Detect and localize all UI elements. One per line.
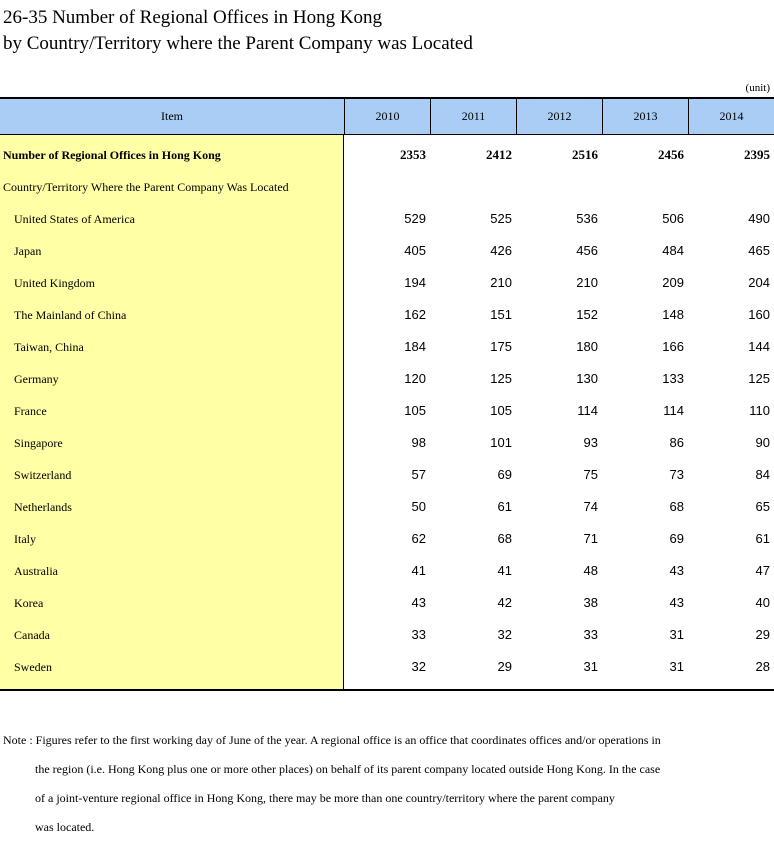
cell-value: 41 bbox=[411, 563, 426, 578]
table-row bbox=[0, 523, 774, 555]
cell-value: 43 bbox=[669, 563, 684, 578]
cell-value: 90 bbox=[755, 435, 770, 450]
cell-value: 84 bbox=[755, 467, 770, 482]
row-label: Country/Territory Where the Parent Company Was Located bbox=[3, 180, 289, 194]
header-item: Item bbox=[161, 109, 183, 123]
cell-value: 68 bbox=[497, 531, 512, 546]
row-label: United Kingdom bbox=[14, 276, 95, 290]
data-table bbox=[0, 97, 774, 691]
table-row bbox=[0, 363, 774, 395]
page-title: 26-35 Number of Regional Offices in Hong Kong bbox=[3, 7, 383, 28]
cell-value: 48 bbox=[583, 563, 598, 578]
cell-value: 114 bbox=[663, 403, 684, 418]
cell-value: 68 bbox=[669, 499, 684, 514]
table-body bbox=[0, 135, 774, 691]
header-year: 2011 bbox=[430, 99, 516, 134]
row-label: Germany bbox=[14, 372, 59, 386]
cell-value: 32 bbox=[497, 627, 512, 642]
row-label: Netherlands bbox=[14, 500, 72, 514]
cell-value: 2456 bbox=[658, 147, 684, 162]
row-label: Canada bbox=[14, 628, 50, 642]
cell-value: 209 bbox=[662, 275, 684, 290]
row-label: Number of Regional Offices in Hong Kong bbox=[3, 148, 221, 162]
table-row bbox=[0, 587, 774, 619]
row-label: France bbox=[14, 404, 47, 418]
total-row bbox=[0, 139, 774, 171]
subheading-row bbox=[0, 171, 774, 203]
cell-value: 148 bbox=[662, 307, 684, 322]
cell-value: 42 bbox=[497, 595, 512, 610]
note-line: Note : Figures refer to the first working day of June of the year. A regional office is an office that coordinates offices and/or operations in bbox=[3, 733, 661, 747]
cell-value: 151 bbox=[490, 307, 512, 322]
row-label: Korea bbox=[14, 596, 44, 610]
header-year: 2013 bbox=[602, 99, 688, 134]
row-label: Australia bbox=[14, 564, 58, 578]
table-row bbox=[0, 427, 774, 459]
cell-value: 210 bbox=[490, 275, 512, 290]
cell-value: 133 bbox=[662, 371, 684, 386]
cell-value: 71 bbox=[583, 531, 598, 546]
cell-value: 2516 bbox=[572, 147, 598, 162]
cell-value: 160 bbox=[748, 307, 770, 322]
cell-value: 144 bbox=[748, 339, 770, 354]
cell-value: 210 bbox=[576, 275, 598, 290]
cell-value: 2353 bbox=[400, 147, 426, 162]
cell-value: 61 bbox=[755, 531, 770, 546]
cell-value: 86 bbox=[669, 435, 684, 450]
footnote bbox=[3, 730, 771, 846]
cell-value: 184 bbox=[404, 339, 426, 354]
cell-value: 152 bbox=[576, 307, 598, 322]
cell-value: 29 bbox=[497, 659, 512, 674]
cell-value: 120 bbox=[404, 371, 426, 386]
cell-value: 125 bbox=[748, 371, 770, 386]
row-label: Singapore bbox=[14, 436, 63, 450]
cell-value: 525 bbox=[490, 211, 512, 226]
cell-value: 43 bbox=[411, 595, 426, 610]
table-row bbox=[0, 651, 774, 683]
row-label: Italy bbox=[14, 532, 36, 546]
cell-value: 69 bbox=[497, 467, 512, 482]
note-line: was located. bbox=[35, 820, 95, 834]
cell-value: 162 bbox=[404, 307, 426, 322]
row-label: The Mainland of China bbox=[14, 308, 127, 322]
page-subtitle: by Country/Territory where the Parent Company was Located bbox=[3, 33, 473, 54]
note-line: the region (i.e. Hong Kong plus one or more other places) on behalf of its parent company located outside Hong Kong. In the case bbox=[35, 762, 661, 776]
cell-value: 194 bbox=[404, 275, 426, 290]
table-row bbox=[0, 299, 774, 331]
table-row bbox=[0, 491, 774, 523]
cell-value: 47 bbox=[755, 563, 770, 578]
cell-value: 175 bbox=[490, 339, 512, 354]
cell-value: 101 bbox=[490, 435, 512, 450]
cell-value: 490 bbox=[748, 211, 770, 226]
cell-value: 166 bbox=[662, 339, 684, 354]
cell-value: 456 bbox=[576, 243, 598, 258]
cell-value: 130 bbox=[576, 371, 598, 386]
cell-value: 2395 bbox=[744, 147, 770, 162]
cell-value: 204 bbox=[748, 275, 770, 290]
cell-value: 65 bbox=[755, 499, 770, 514]
cell-value: 69 bbox=[669, 531, 684, 546]
cell-value: 57 bbox=[411, 467, 426, 482]
cell-value: 33 bbox=[583, 627, 598, 642]
table-row bbox=[0, 395, 774, 427]
cell-value: 180 bbox=[576, 339, 598, 354]
cell-value: 40 bbox=[755, 595, 770, 610]
cell-value: 61 bbox=[497, 499, 512, 514]
cell-value: 50 bbox=[411, 499, 426, 514]
cell-value: 31 bbox=[583, 659, 598, 674]
cell-value: 125 bbox=[490, 371, 512, 386]
table-header bbox=[0, 97, 774, 135]
cell-value: 38 bbox=[583, 595, 598, 610]
unit-label: (unit) bbox=[745, 82, 770, 94]
row-label: Japan bbox=[14, 244, 42, 258]
cell-value: 2412 bbox=[486, 147, 512, 162]
cell-value: 31 bbox=[669, 659, 684, 674]
cell-value: 105 bbox=[404, 403, 426, 418]
cell-value: 33 bbox=[411, 627, 426, 642]
header-year: 2012 bbox=[516, 99, 602, 134]
cell-value: 105 bbox=[490, 403, 512, 418]
cell-value: 75 bbox=[583, 467, 598, 482]
cell-value: 98 bbox=[411, 435, 426, 450]
cell-value: 506 bbox=[662, 211, 684, 226]
cell-value: 405 bbox=[404, 243, 426, 258]
header-year: 2014 bbox=[688, 99, 774, 134]
note-line: of a joint-venture regional office in Hong Kong, there may be more than one country/territory where the parent company bbox=[35, 791, 615, 805]
cell-value: 110 bbox=[749, 403, 770, 418]
header-year: 2010 bbox=[344, 99, 430, 134]
cell-value: 73 bbox=[669, 467, 684, 482]
cell-value: 28 bbox=[755, 659, 770, 674]
table-row bbox=[0, 203, 774, 235]
cell-value: 43 bbox=[669, 595, 684, 610]
cell-value: 32 bbox=[411, 659, 426, 674]
row-label: Sweden bbox=[14, 660, 52, 674]
table-row bbox=[0, 555, 774, 587]
cell-value: 74 bbox=[583, 499, 598, 514]
cell-value: 62 bbox=[411, 531, 426, 546]
row-label: Taiwan, China bbox=[14, 340, 84, 354]
table-row bbox=[0, 331, 774, 363]
cell-value: 426 bbox=[490, 243, 512, 258]
cell-value: 41 bbox=[497, 563, 512, 578]
table-row bbox=[0, 459, 774, 491]
cell-value: 529 bbox=[404, 211, 426, 226]
cell-value: 31 bbox=[669, 627, 684, 642]
cell-value: 484 bbox=[662, 243, 684, 258]
table-row bbox=[0, 619, 774, 651]
cell-value: 536 bbox=[576, 211, 598, 226]
table-row bbox=[0, 235, 774, 267]
table-row bbox=[0, 267, 774, 299]
row-label: United States of America bbox=[14, 212, 135, 226]
cell-value: 29 bbox=[755, 627, 770, 642]
cell-value: 93 bbox=[583, 435, 598, 450]
row-label: Switzerland bbox=[14, 468, 72, 482]
cell-value: 465 bbox=[748, 243, 770, 258]
cell-value: 114 bbox=[577, 403, 598, 418]
